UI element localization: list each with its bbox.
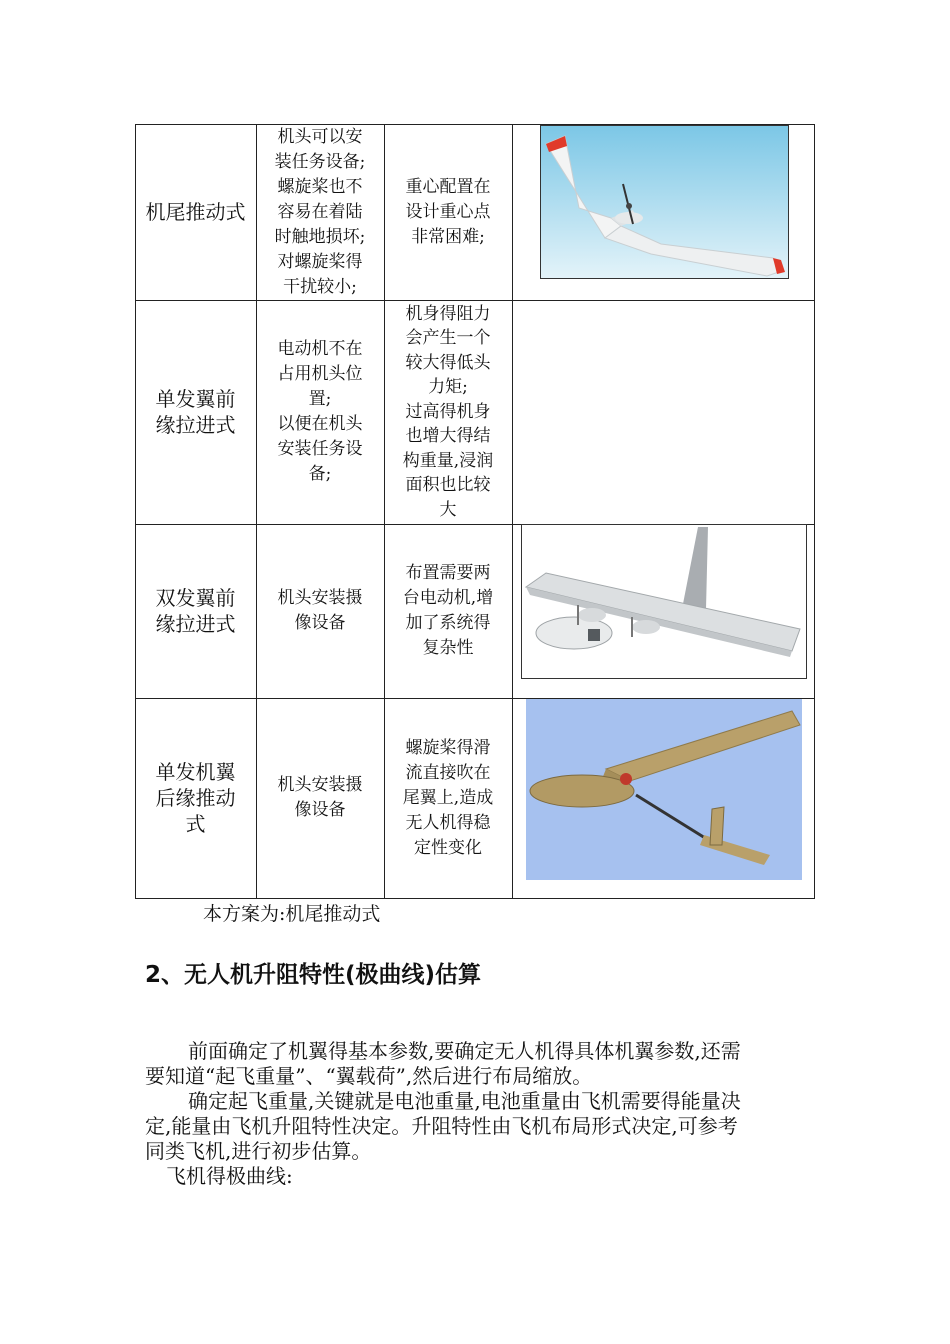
table-border-right — [814, 124, 815, 899]
pusher-uav-photo — [526, 699, 802, 880]
disadvantages-cell: 螺旋桨得滑 流直接吹在 尾翼上,造成 无人机得稳 定性变化 — [402, 737, 494, 858]
advantages-cell: 机头安装摄 像设备 — [277, 588, 363, 633]
paragraph-line: 飞机得极曲线: — [166, 1164, 293, 1188]
scheme-conclusion: 本方案为:机尾推动式 — [203, 903, 381, 925]
paragraph-line: 定,能量由飞机升阻特性决定。升阻特性由飞机布局形式决定,可参考 — [145, 1114, 738, 1138]
paragraph-line: 确定起飞重量,关键就是电池重量,电池重量由飞机需要得能量决 — [188, 1089, 741, 1113]
advantages-cell: 电动机不在 占用机头位 置; 以便在机头 安装任务设 备; — [277, 339, 363, 484]
layout-type-cell: 单发翼前 缘拉进式 — [155, 387, 236, 437]
twin-engine-uav-photo — [521, 524, 807, 679]
advantages-cell: 机头安装摄 像设备 — [277, 775, 363, 820]
layout-type-cell: 单发机翼 后缘推动 式 — [155, 760, 236, 836]
flying-wing-photo — [540, 125, 789, 279]
paragraph-line: 要知道“起飞重量”、“翼载荷”,然后进行布局缩放。 — [145, 1064, 593, 1088]
advantages-cell: 机头可以安 装任务设备; 螺旋桨也不 容易在着陆 时触地损坏; 对螺旋桨得 干扰较小; — [274, 126, 366, 297]
layout-type-cell: 机尾推动式 — [145, 200, 246, 224]
disadvantages-cell: 布置需要两 台电动机,增 加了系统得 复杂性 — [402, 563, 494, 658]
flying-wing-illustration — [541, 126, 788, 278]
col-divider — [512, 124, 513, 899]
layout-type-cell: 双发翼前 缘拉进式 — [155, 586, 236, 636]
disadvantages-cell: 重心配置在 设计重心点 非常困难; — [405, 176, 491, 247]
twin-engine-uav-illustration — [522, 525, 806, 678]
paragraph-line: 同类飞机,进行初步估算。 — [145, 1139, 372, 1163]
section-heading: 2、无人机升阻特性(极曲线)估算 — [145, 962, 482, 988]
disadvantages-cell: 机身得阻力 会产生一个 较大得低头 力矩; 过高得机身 也增大得结 构重量,浸润 面积也比较 大 — [402, 303, 494, 520]
pusher-uav-illustration — [526, 699, 802, 880]
paragraph-line: 前面确定了机翼得基本参数,要确定无人机得具体机翼参数,还需 — [188, 1039, 741, 1063]
